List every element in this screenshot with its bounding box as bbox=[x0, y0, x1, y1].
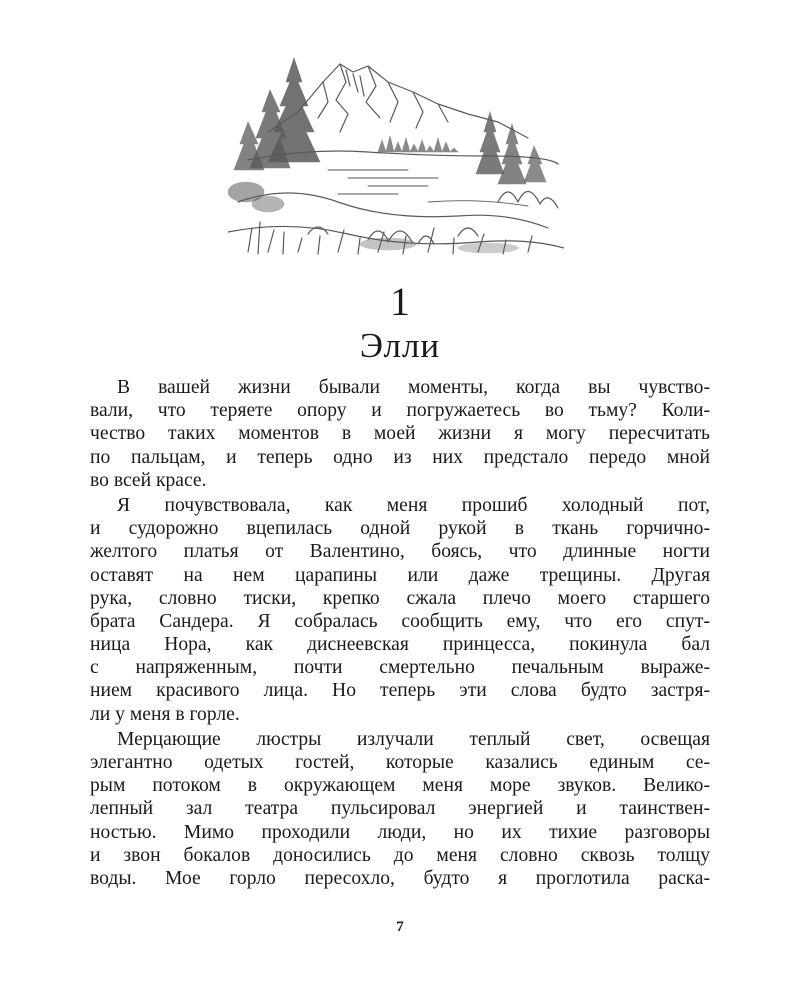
text-line: рука, словно тиски, крепко сжала плечо моего старшего bbox=[90, 587, 710, 609]
text-line: во всей красе. bbox=[90, 469, 207, 491]
text-line: ница Нора, как диснеевская принцесса, покинула бал bbox=[90, 634, 710, 656]
text-line: элегантно одетых гостей, которые казались единым се- bbox=[90, 752, 710, 773]
text-line: ли у меня в горле. bbox=[90, 703, 240, 725]
paragraph bbox=[90, 728, 710, 890]
text-line: лепный зал театра пульсировал энергией и таинствен- bbox=[90, 798, 710, 820]
chapter-title: Элли bbox=[359, 326, 441, 365]
page-number: 7 bbox=[396, 919, 404, 935]
text-line: брата Сандера. Я собралась сообщить ему, что его спут- bbox=[90, 610, 710, 632]
chapter-body-text bbox=[90, 376, 710, 892]
paragraph bbox=[90, 376, 710, 492]
text-line: желтого платья от Валентино, боясь, что длинные ногти bbox=[90, 541, 710, 563]
text-line: чество таких моментов в моей жизни я могу пересчитать bbox=[90, 423, 710, 445]
text-line: и звон бокалов доносились до меня словно сквозь толщу bbox=[90, 844, 710, 866]
text-line: с напряженным, почти смертельно печальным выраже- bbox=[90, 657, 710, 679]
text-line: Мерцающие люстры излучали теплый свет, освещая bbox=[117, 728, 710, 750]
paragraph bbox=[90, 494, 710, 726]
text-line: нием красивого лица. Но теперь эти слова будто застря- bbox=[90, 680, 710, 702]
text-line: рым потоком в окружающем меня море звуков. Велико- bbox=[90, 775, 710, 797]
text-line: оставят на нем царапины или даже трещины. Другая bbox=[90, 564, 710, 586]
mountain-lake-landscape-icon bbox=[228, 52, 564, 258]
chapter-number: 1 bbox=[390, 279, 410, 324]
text-line: и судорожно вцепилась одной рукой в ткань горчично- bbox=[90, 518, 710, 540]
text-line: вали, что теряете опору и погружаетесь во тьму? Коли- bbox=[90, 400, 710, 422]
text-line: ностью. Мимо проходили люди, но их тихие разговоры bbox=[90, 821, 710, 843]
text-line: Я почувствовала, как меня прошиб холодный пот, bbox=[117, 494, 710, 516]
text-line: В вашей жизни бывали моменты, когда вы чувство- bbox=[117, 377, 710, 398]
text-line: по пальцам, и теперь одно из них предстало передо мной bbox=[90, 446, 710, 468]
text-line: воды. Мое горло пересохло, будто я проглотила раска- bbox=[90, 867, 710, 889]
